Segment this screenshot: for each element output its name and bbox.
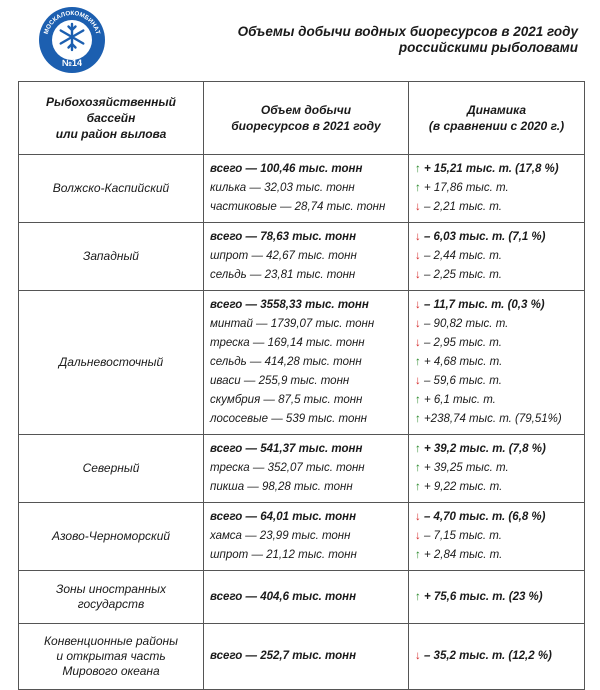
region-name-line: Западный	[83, 249, 139, 263]
dynamics-line	[415, 410, 578, 429]
change-value: + 15,21 тыс. т. (17,8 %)	[423, 163, 559, 175]
header-row	[19, 82, 585, 155]
volume-line: скумбрия — 87,5 тыс. тонн	[210, 394, 363, 406]
region-cell	[19, 571, 204, 624]
dynamics-line	[415, 527, 578, 546]
logo-bottom-text: №14	[61, 58, 83, 68]
volume-line: треска — 169,14 тыс. тонн	[210, 337, 365, 349]
region-name-line: Волжско-Каспийский	[52, 181, 170, 195]
arrow-down-icon: ↓	[415, 650, 421, 662]
volume-line: всего — 404,6 тыс. тонн	[210, 590, 357, 603]
arrow-down-icon: ↓	[415, 299, 421, 311]
volume-line: килька — 32,03 тыс. тонн	[210, 182, 355, 194]
title-line-2: российскими рыболовами	[398, 40, 578, 55]
volume-line: всего — 3558,33 тыс. тонн	[210, 299, 369, 311]
title-line-1: Объемы добычи водных биоресурсов в 2021 году	[237, 24, 578, 39]
region-name-line: Азово-Черноморский	[51, 529, 171, 543]
table-row	[19, 223, 585, 291]
arrow-down-icon: ↓	[415, 250, 421, 262]
change-value: – 2,95 тыс. т.	[423, 337, 502, 349]
dynamics-line	[415, 266, 578, 285]
change-value: + 75,6 тыс. т. (23 %)	[423, 590, 543, 603]
arrow-up-icon: ↑	[415, 163, 421, 175]
table-row	[19, 503, 585, 571]
arrow-up-icon: ↑	[415, 462, 421, 474]
change-value: +238,74 тыс. т. (79,51%)	[423, 413, 562, 425]
region-name-line: Северный	[82, 461, 140, 475]
volume-line: всего — 64,01 тыс. тонн	[210, 511, 357, 523]
dynamics-line	[415, 228, 578, 247]
volume-line: лососевые — 539 тыс. тонн	[210, 413, 367, 425]
volume-cell	[204, 435, 409, 503]
change-value: – 35,2 тыс. т. (12,2 %)	[423, 650, 552, 662]
volume-line: сельдь — 414,28 тыс. тонн	[210, 356, 362, 368]
dynamics-cell	[409, 435, 585, 503]
volume-cell	[204, 571, 409, 624]
volume-cell	[204, 624, 409, 690]
arrow-up-icon: ↑	[415, 481, 421, 493]
data-table	[18, 81, 585, 690]
arrow-down-icon: ↓	[415, 231, 421, 243]
dynamics-line	[415, 353, 578, 372]
header-dynamics	[409, 82, 585, 155]
dynamics-cell	[409, 291, 585, 435]
volume-line: всего — 100,46 тыс. тонн	[210, 163, 363, 175]
dynamics-line	[415, 459, 578, 478]
volume-line: минтай — 1739,07 тыс. тонн	[210, 318, 375, 330]
volume-line: частиковые — 28,74 тыс. тонн	[210, 201, 386, 213]
dynamics-cell	[409, 223, 585, 291]
dynamics-line	[415, 296, 578, 315]
volume-line: пикша — 98,28 тыс. тонн	[210, 481, 353, 493]
volume-cell	[204, 223, 409, 291]
change-value: + 17,86 тыс. т.	[423, 182, 509, 194]
table-row	[19, 155, 585, 223]
header-volume	[204, 82, 409, 155]
logo-top-text: МОСКАЛОКОМБИНАТ	[42, 9, 102, 36]
dynamics-line	[415, 247, 578, 266]
change-value: – 4,70 тыс. т. (6,8 %)	[423, 511, 546, 523]
volume-line: всего — 78,63 тыс. тонн	[210, 231, 357, 243]
dynamics-cell	[409, 624, 585, 690]
dynamics-line	[415, 160, 578, 179]
change-value: – 2,25 тыс. т.	[423, 269, 502, 281]
dynamics-line	[415, 478, 578, 497]
region-cell	[19, 435, 204, 503]
change-value: – 2,44 тыс. т.	[423, 250, 502, 262]
dynamics-cell	[409, 155, 585, 223]
header-volume-line-2: биоресурсов в 2021 году	[231, 119, 381, 133]
table-row	[19, 624, 585, 690]
region-cell	[19, 624, 204, 690]
arrow-down-icon: ↓	[415, 201, 421, 213]
table-row	[19, 291, 585, 435]
volume-cell	[204, 155, 409, 223]
dynamics-line	[415, 334, 578, 353]
arrow-up-icon: ↑	[415, 590, 421, 603]
region-cell	[19, 155, 204, 223]
change-value: – 59,6 тыс. т.	[423, 375, 502, 387]
volume-cell	[204, 291, 409, 435]
table-row	[19, 571, 585, 624]
dynamics-line	[415, 315, 578, 334]
region-name-line: Дальневосточный	[58, 355, 164, 369]
header-dynamics-line-2: (в сравнении с 2020 г.)	[428, 119, 565, 133]
arrow-down-icon: ↓	[415, 337, 421, 349]
header-region-line-1: Рыбохозяйственный	[46, 95, 176, 109]
region-name-line: и открытая часть	[56, 649, 166, 663]
volume-line: шпрот — 21,12 тыс. тонн	[210, 549, 357, 561]
dynamics-line	[415, 391, 578, 410]
change-value: + 39,25 тыс. т.	[423, 462, 509, 474]
volume-line: всего — 541,37 тыс. тонн	[210, 443, 363, 455]
dynamics-line	[415, 372, 578, 391]
arrow-up-icon: ↑	[415, 356, 421, 368]
header-region-line-2: бассейн	[86, 111, 136, 125]
volume-line: всего — 252,7 тыс. тонн	[210, 650, 357, 662]
page-title	[238, 24, 578, 56]
dynamics-line	[415, 588, 578, 607]
change-value: – 11,7 тыс. т. (0,3 %)	[423, 299, 545, 311]
region-name-line: Зоны иностранных	[55, 582, 166, 596]
dynamics-cell	[409, 571, 585, 624]
dynamics-cell	[409, 503, 585, 571]
region-cell	[19, 503, 204, 571]
change-value: + 4,68 тыс. т.	[423, 356, 503, 368]
dynamics-line	[415, 440, 578, 459]
region-name-line: Мирового океана	[62, 664, 160, 678]
change-value: – 6,03 тыс. т. (7,1 %)	[423, 231, 546, 243]
volume-cell	[204, 503, 409, 571]
region-cell	[19, 223, 204, 291]
arrow-down-icon: ↓	[415, 530, 421, 542]
arrow-up-icon: ↑	[415, 443, 421, 455]
arrow-down-icon: ↓	[415, 269, 421, 281]
arrow-up-icon: ↑	[415, 394, 421, 406]
region-name-line: Конвенционные районы	[43, 634, 178, 648]
arrow-down-icon: ↓	[415, 318, 421, 330]
arrow-up-icon: ↑	[415, 182, 421, 194]
change-value: – 7,15 тыс. т.	[423, 530, 502, 542]
change-value: + 2,84 тыс. т.	[423, 549, 503, 561]
volume-line: сельдь — 23,81 тыс. тонн	[210, 269, 356, 281]
arrow-up-icon: ↑	[415, 549, 421, 561]
header-region	[19, 82, 204, 155]
arrow-up-icon: ↑	[415, 413, 421, 425]
region-name-line: государств	[77, 597, 145, 611]
volume-line: иваси — 255,9 тыс. тонн	[210, 375, 350, 387]
dynamics-line	[415, 198, 578, 217]
dynamics-line	[415, 546, 578, 565]
region-cell	[19, 291, 204, 435]
dynamics-line	[415, 179, 578, 198]
dynamics-line	[415, 508, 578, 527]
change-value: – 2,21 тыс. т.	[423, 201, 502, 213]
header-region-line-3: или район вылова	[55, 127, 167, 141]
arrow-down-icon: ↓	[415, 511, 421, 523]
logo	[38, 6, 106, 74]
change-value: – 90,82 тыс. т.	[423, 318, 509, 330]
change-value: + 39,2 тыс. т. (7,8 %)	[423, 443, 546, 455]
volume-line: шпрот — 42,67 тыс. тонн	[210, 250, 357, 262]
volume-line: хамса — 23,99 тыс. тонн	[210, 530, 351, 542]
table-row	[19, 435, 585, 503]
change-value: + 6,1 тыс. т.	[423, 394, 496, 406]
change-value: + 9,22 тыс. т.	[423, 481, 503, 493]
volume-line: треска — 352,07 тыс. тонн	[210, 462, 365, 474]
arrow-down-icon: ↓	[415, 375, 421, 387]
dynamics-line	[415, 647, 578, 666]
header-volume-line-1: Объем добычи	[260, 103, 352, 117]
header-dynamics-line-1: Динамика	[466, 103, 527, 117]
